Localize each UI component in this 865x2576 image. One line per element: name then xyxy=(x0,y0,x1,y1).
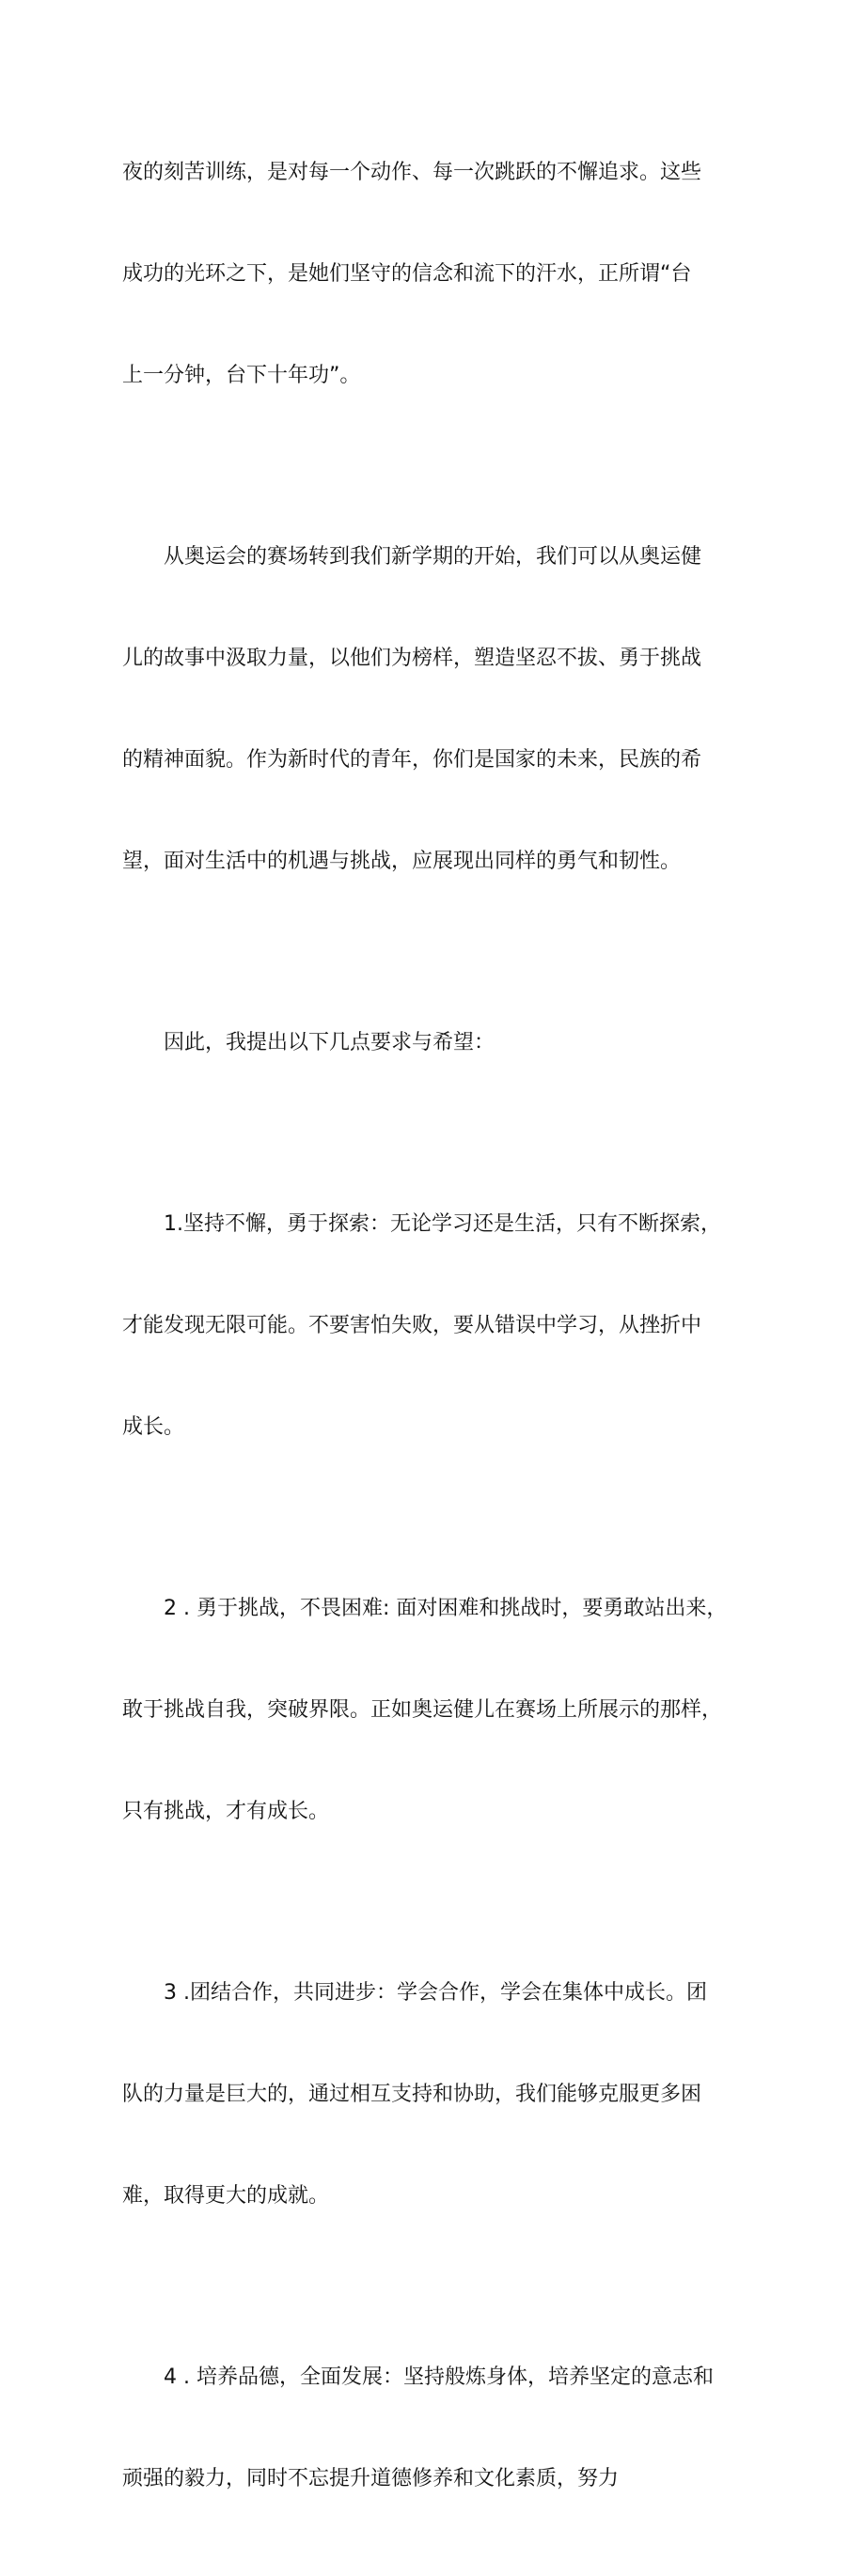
body-text xyxy=(122,88,752,2576)
text-line: 从奥运会的赛场转到我们新学期的开始，我们可以从奥运健 xyxy=(164,545,702,569)
text-line: 因此，我提出以下几点要求与希望： xyxy=(164,1031,495,1054)
paragraph-1 xyxy=(122,88,752,461)
paragraph-2 xyxy=(122,473,752,946)
text-line: 望，面对生活中的机遇与挑战，应展现出同样的勇气和韧性。 xyxy=(122,850,682,873)
text-line: 4 . 培养品德，全面发展：坚持般炼身体，培养坚定的意志和 xyxy=(164,2365,714,2389)
text-line: 上一分钟，台下十年功”。 xyxy=(122,364,361,387)
text-line: 夜的刻苦训练，是对每一个动作、每一次跳跃的不懈追求。这些 xyxy=(122,161,702,184)
text-line: 2 . 勇于挑战，不畏困难: 面对困难和挑战时，要勇敢站出来， xyxy=(164,1597,728,1620)
text-line: 顽强的毅力，同时不忘提升道德修养和文化素质，努力 xyxy=(122,2467,620,2490)
list-item-1 xyxy=(122,1140,752,1512)
text-line: 敢于挑战自我，突破界限。正如奥运健儿在赛场上所展示的那样， xyxy=(122,1698,723,1722)
text-line: 难，取得更大的成就。 xyxy=(122,2184,330,2208)
text-line: 的精神面貌。作为新时代的青年，你们是国家的未来，民族的希 xyxy=(122,748,702,772)
list-item-2 xyxy=(122,1524,752,1897)
text-line: 成功的光环之下，是她们坚守的信念和流下的汗水，正所谓“台 xyxy=(122,262,692,286)
paragraph-3 xyxy=(122,959,752,1128)
text-line: 成长。 xyxy=(122,1415,185,1439)
text-line: 只有挑战，才有成长。 xyxy=(122,1800,330,1823)
list-item-4 xyxy=(122,2293,752,2564)
list-item-3 xyxy=(122,1909,752,2281)
text-line: 3 .团结合作，共同进步：学会合作，学会在集体中成长。团 xyxy=(164,1981,707,2005)
text-line: 才能发现无限可能。不要害怕失败，要从错误中学习，从挫折中 xyxy=(122,1314,702,1337)
text-line: 1.坚持不懈，勇于探索：无论学习还是生活，只有不断探索， xyxy=(164,1212,721,1236)
text-line: 队的力量是巨大的，通过相互支持和协助，我们能够克服更多困 xyxy=(122,2083,702,2106)
text-line: 儿的故事中汲取力量，以他们为榜样，塑造坚忍不拔、勇于挑战 xyxy=(122,647,702,670)
